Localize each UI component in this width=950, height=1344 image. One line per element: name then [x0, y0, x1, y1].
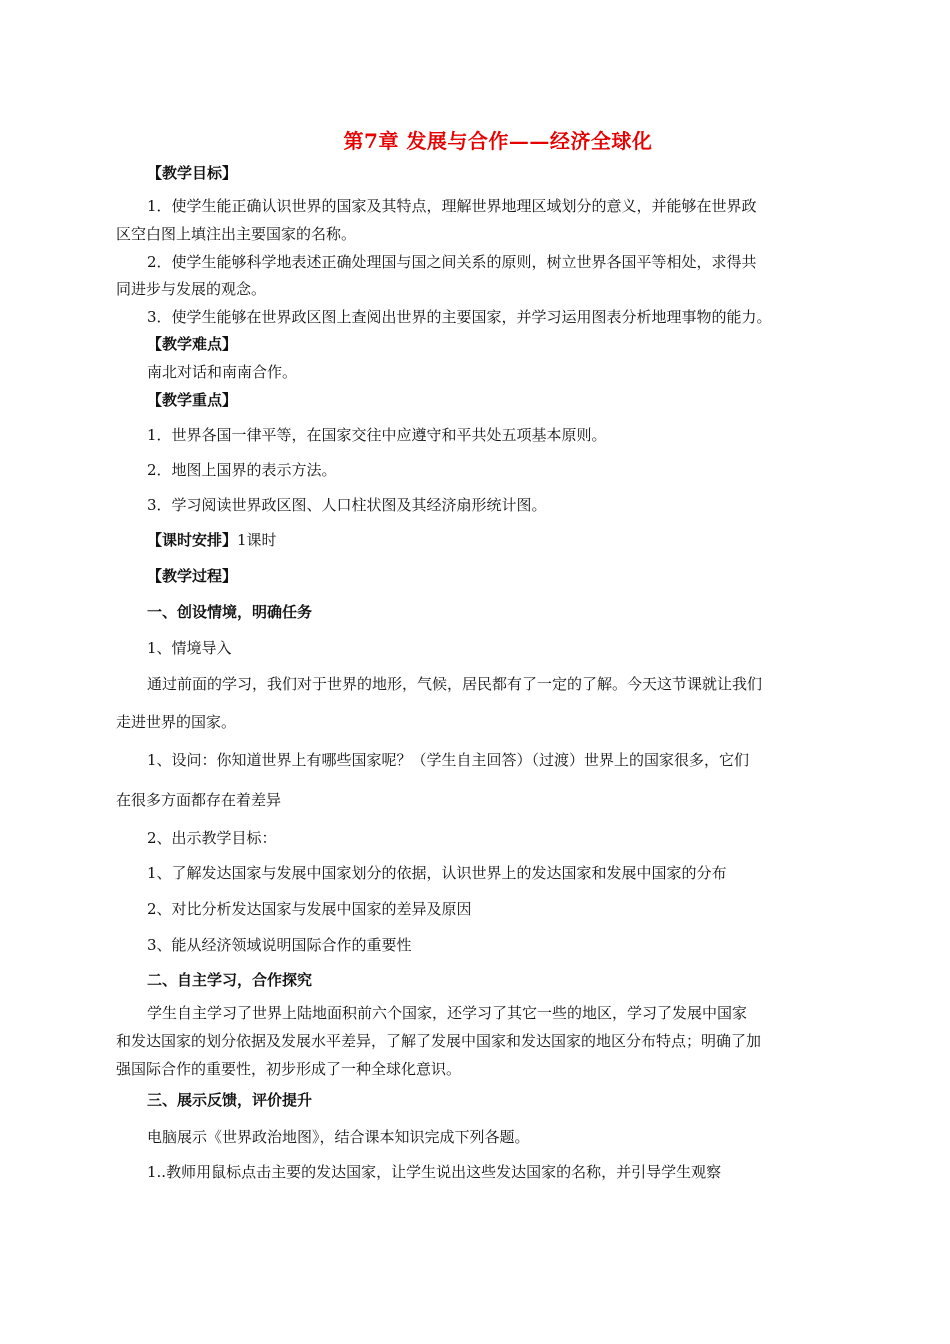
section-1-question-line-1: 1、设问：你知道世界上有哪些国家呢？（学生自主回答）（过渡）世界上的国家很多，它们 [147, 751, 750, 769]
section-2-heading: 二、自主学习，合作探究 [147, 971, 313, 989]
focus-item-3: 3．学习阅读世界政区图、人口柱状图及其经济扇形统计图。 [147, 496, 547, 514]
section-3-line-2: 1..教师用鼠标点击主要的发达国家，让学生说出这些发达国家的名称，并引导学生观察 [147, 1163, 722, 1181]
section-1-question-line-2: 在很多方面都存在着差异 [116, 791, 282, 809]
goal-item-1-line-1: 1．使学生能正确认识世界的国家及其特点，理解世界地理区域划分的意义，并能够在世界政 [147, 197, 757, 215]
goal-item-3: 3．使学生能够在世界政区图上查阅出世界的主要国家，并学习运用图表分析地理事物的能力。 [147, 308, 772, 326]
goal-item-2-line-1: 2．使学生能够科学地表述正确处理国与国之间关系的原则，树立世界各国平等相处，求得共 [147, 253, 757, 271]
goals-heading: 【教学目标】 [147, 164, 238, 182]
difficulty-heading: 【教学难点】 [147, 335, 238, 353]
schedule-value: 1课时 [237, 531, 277, 549]
schedule-row [147, 530, 277, 550]
section-1-para-line-2: 走进世界的国家。 [116, 713, 237, 731]
page-title: 第7章 发展与合作——经济全球化 [343, 129, 653, 153]
section-1-goal-2: 2、对比分析发达国家与发展中国家的差异及原因 [147, 900, 472, 918]
section-2-line-3: 强国际合作的重要性，初步形成了一种全球化意识。 [116, 1060, 462, 1078]
section-1-sub-2: 2、出示教学目标： [147, 829, 277, 847]
section-3-heading: 三、展示反馈，评价提升 [147, 1091, 313, 1109]
section-1-heading: 一、创设情境，明确任务 [147, 603, 313, 621]
section-3-line-1: 电脑展示《世界政治地图》，结合课本知识完成下列各题。 [147, 1128, 530, 1146]
section-1-sub-1: 1、情境导入 [147, 639, 232, 657]
difficulty-text: 南北对话和南南合作。 [147, 363, 298, 381]
goal-item-1-line-2: 区空白图上填注出主要国家的名称。 [116, 225, 357, 243]
section-2-line-1: 学生自主学习了世界上陆地面积前六个国家，还学习了其它一些的地区，学习了发展中国家 [147, 1004, 748, 1022]
section-1-goal-1: 1、了解发达国家与发展中国家划分的依据，认识世界上的发达国家和发展中国家的分布 [147, 864, 727, 882]
focus-item-2: 2．地图上国界的表示方法。 [147, 461, 337, 479]
goal-item-2-line-2: 同进步与发展的观念。 [116, 280, 267, 298]
section-1-para-line-1: 通过前面的学习，我们对于世界的地形，气候，居民都有了一定的了解。今天这节课就让我们 [147, 675, 763, 693]
focus-item-1: 1．世界各国一律平等，在国家交往中应遵守和平共处五项基本原则。 [147, 426, 607, 444]
section-2-line-2: 和发达国家的划分依据及发展水平差异，了解了发展中国家和发达国家的地区分布特点；明确了加 [116, 1032, 762, 1050]
section-1-goal-3: 3、能从经济领域说明国际合作的重要性 [147, 936, 412, 954]
focus-heading: 【教学重点】 [147, 391, 238, 409]
schedule-heading: 【课时安排】 [147, 531, 238, 549]
process-heading: 【教学过程】 [147, 567, 238, 585]
